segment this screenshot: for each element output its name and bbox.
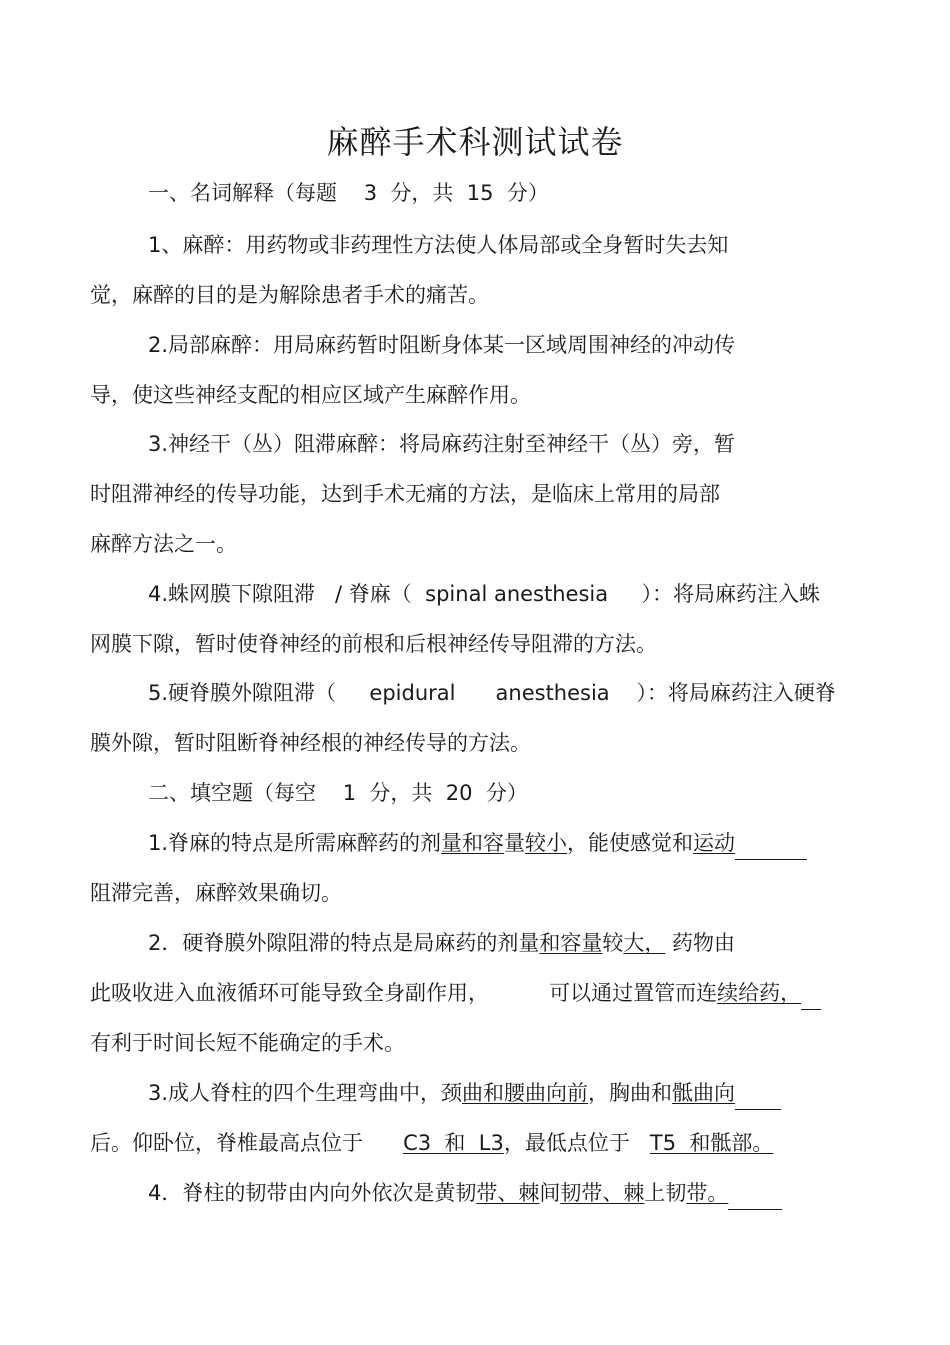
question-2-text: 2．硬脊膜外隙阻滞的特点是局麻药的剂量 (148, 931, 540, 955)
question-2-text: 较 (602, 931, 624, 955)
definition-3-line-3: 麻醉方法之一。 (90, 532, 237, 556)
question-2-line-1 (148, 926, 735, 960)
answer-blank: 带。 (686, 1181, 729, 1205)
blank-underline (735, 835, 807, 860)
question-2-line-3: 有利于时间长短不能确定的手术。 (90, 1031, 405, 1055)
definition-5-line-1: 5.硬脊膜外隙阻滞（ epidural anesthesia ）：将局麻药注入硬脊 (148, 681, 836, 705)
question-2-text: 药物由 (665, 931, 736, 955)
page-title: 麻醉手术科测试试卷 (326, 123, 624, 161)
question-3-text: ，最低点位于 (503, 1131, 650, 1155)
answer-blank: 运动 (693, 831, 736, 855)
definition-3-line-1: 3.神经干（丛）阻滞麻醉：将局麻药注射至神经干（丛）旁，暂 (148, 432, 736, 456)
answer-blank: 曲和腰曲向前 (462, 1081, 589, 1105)
definition-4-line-1: 4.蛛网膜下隙阻滞 / 脊麻（ spinal anesthesia ）：将局麻药注入蛛 (148, 582, 820, 606)
definition-1-line-2: 觉，麻醉的目的是为解除患者手术的痛苦。 (90, 283, 489, 307)
answer-blank: 量和容 (441, 831, 505, 855)
question-3-line-1 (148, 1076, 781, 1110)
answer-blank: T5 和骶部。 (649, 1131, 774, 1155)
definition-3-line-2: 时阻滞神经的传导功能，达到手术无痛的方法，是临床上常用的局部 (90, 482, 720, 506)
answer-blank: 大， (623, 931, 666, 955)
question-3-text: 后。仰卧位，脊椎最高点位于 (90, 1131, 404, 1155)
blank-underline (735, 1085, 781, 1110)
section-heading-definitions: 一、名词解释（每题 3 分，共 15 分） (148, 181, 549, 205)
definition-1-line-1: 1、麻醉：用药物或非药理性方法使人体局部或全身暂时失去知 (148, 233, 729, 257)
definition-2-line-2: 导，使这些神经支配的相应区域产生麻醉作用。 (90, 383, 531, 407)
question-4-line-1 (148, 1176, 782, 1210)
question-4-text: 4．脊柱的韧带由内向外依次是黄韧 (148, 1181, 477, 1205)
blank-underline (801, 985, 821, 1010)
answer-blank: 较小 (525, 831, 568, 855)
blank-underline (728, 1185, 782, 1210)
answer-blank: C3 和 L3 (403, 1131, 504, 1155)
question-2-line-2 (90, 976, 821, 1010)
answer-blank: 续给药， (717, 981, 802, 1005)
question-3-text: 3.成人脊柱的四个生理弯曲中，颈 (148, 1081, 463, 1105)
definition-2-line-1: 2.局部麻醉：用局麻药暂时阻断身体某一区域周围神经的冲动传 (148, 333, 736, 357)
definition-4-line-2: 网膜下隙，暂时使脊神经的前根和后根神经传导阻滞的方法。 (90, 632, 657, 656)
question-1-text: 量 (504, 831, 526, 855)
section-heading-fill-blanks: 二、填空题（每空 1 分，共 20 分） (148, 781, 528, 805)
question-1-text: ，能使感觉和 (567, 831, 694, 855)
answer-blank: 骶曲向 (672, 1081, 736, 1105)
answer-blank: 和容量 (539, 931, 603, 955)
question-2-text: 此吸收进入血液循环可能导致全身副作用， 可以通过置管而连 (90, 981, 718, 1005)
question-4-text: 上韧 (644, 1181, 687, 1205)
question-1-text: 1.脊麻的特点是所需麻醉药的剂 (148, 831, 442, 855)
definition-5-line-2: 膜外隙，暂时阻断脊神经根的神经传导的方法。 (90, 731, 531, 755)
question-3-line-2 (90, 1126, 773, 1160)
answer-blank: 带、棘 (476, 1181, 540, 1205)
question-1-line-2: 阻滞完善，麻醉效果确切。 (90, 881, 342, 905)
question-1-line-1 (148, 826, 807, 860)
question-3-text: ，胸曲和 (588, 1081, 673, 1105)
answer-blank: 韧带、棘 (560, 1181, 645, 1205)
question-4-text: 间 (539, 1181, 561, 1205)
